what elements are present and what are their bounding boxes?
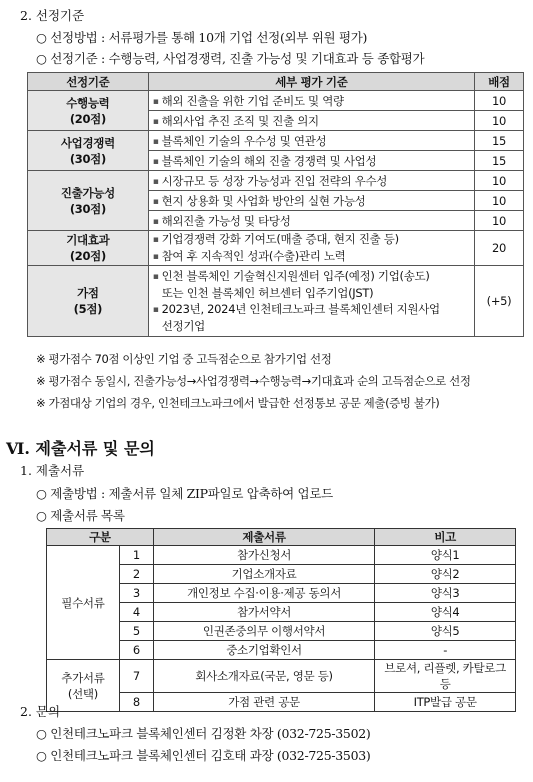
table-row	[28, 171, 524, 191]
doc-note: 양식2	[375, 565, 516, 584]
subsection-contact: 2. 문의	[20, 704, 61, 719]
header-type: 구분	[47, 529, 154, 546]
additional-docs-title: 추가서류	[61, 670, 105, 685]
detail-text: 시장규모 등 성장 가능성과 진입 전략의 우수성	[161, 173, 388, 188]
header-score: 배점	[475, 73, 524, 91]
header-remarks: 비고	[375, 529, 516, 546]
doc-note: 양식1	[375, 546, 516, 565]
doc-name: 참가서약서	[153, 603, 374, 622]
doc-number: 3	[119, 584, 153, 603]
detail-text: 블록체인 기술의 해외 진출 경쟁력 및 사업성	[161, 153, 377, 168]
table-row	[47, 546, 516, 565]
table-row	[28, 231, 524, 266]
doc-name: 인권존중의무 이행서약서	[153, 622, 374, 641]
selection-heading: 2. 선정기준	[20, 8, 85, 23]
doc-name: 회사소개자료(국문, 영문 등)	[153, 660, 374, 693]
category-cell	[28, 266, 149, 337]
note-3: ※ 가점대상 기업의 경우, 인천테크노파크에서 발급한 선정통보 공문 제출(증빙 불가)	[36, 396, 440, 410]
score-cell: (+5)	[475, 266, 524, 337]
detail-text: 또는 인천 블록체인 허브센터 입주기업(JST)	[161, 286, 374, 300]
detail-text: 선정기업	[161, 319, 205, 333]
detail-cell	[148, 191, 474, 211]
bullet-icon: ▪	[152, 272, 159, 282]
score-cell: 10	[475, 111, 524, 131]
table-header-row	[28, 73, 524, 91]
docs-list-label: ○ 제출서류 목록	[36, 508, 125, 523]
table-row	[28, 266, 524, 337]
additional-docs-optional: (선택)	[67, 686, 98, 701]
subsection-docs: 1. 제출서류	[20, 463, 85, 478]
detail-cell	[148, 131, 474, 151]
detail-text: 인천 블록체인 기술혁신지원센터 입주(예정) 기업(송도)	[161, 269, 430, 283]
bullet-icon: ▪	[152, 156, 159, 167]
category-label: 사업경쟁력	[60, 135, 115, 150]
detail-cell	[148, 111, 474, 131]
doc-name: 중소기업확인서	[153, 641, 374, 660]
detail-text: 2023년, 2024년 인천테크노파크 블록체인센터 지원사업	[161, 302, 440, 316]
doc-number: 1	[119, 546, 153, 565]
doc-name: 참가신청서	[153, 546, 374, 565]
category-label: 수행능력	[66, 95, 110, 110]
doc-note: 브로셔, 리플렛, 카탈로그 등	[375, 660, 516, 693]
bullet-icon: ▪	[152, 116, 159, 127]
detail-text: 참여 후 지속적인 성과(수출)관리 노력	[161, 249, 346, 263]
doc-number: 5	[119, 622, 153, 641]
header-document: 제출서류	[153, 529, 374, 546]
doc-number: 4	[119, 603, 153, 622]
contact-1: ○ 인천테크노파크 블록체인센터 김정환 차장 (032-725-3502)	[36, 726, 371, 741]
score-cell: 10	[475, 91, 524, 111]
selection-criteria: ○ 선정기준 : 수행능력, 사업경쟁력, 진출 가능성 및 기대효과 등 종합평가	[36, 51, 425, 66]
doc-note: 양식4	[375, 603, 516, 622]
contact-2: ○ 인천테크노파크 블록체인센터 김호태 과장 (032-725-3503)	[36, 748, 371, 763]
category-points: (20점)	[69, 111, 106, 126]
category-cell	[28, 91, 149, 131]
bullet-icon: ▪	[152, 136, 159, 147]
bullet-icon: ▪	[152, 252, 159, 262]
detail-cell	[148, 211, 474, 231]
selection-method: ○ 선정방법 : 서류평가를 통해 10개 기업 선정(외부 위원 평가)	[36, 30, 368, 45]
required-docs-label: 필수서류	[47, 546, 120, 660]
bullet-icon: ▪	[152, 96, 159, 107]
doc-number: 7	[119, 660, 153, 693]
detail-text: 해외 진출을 위한 기업 준비도 및 역량	[161, 93, 344, 108]
doc-note: 양식5	[375, 622, 516, 641]
doc-name: 가점 관련 공문	[153, 693, 374, 712]
bullet-icon: ▪	[152, 176, 159, 187]
score-cell: 20	[475, 231, 524, 266]
note-1: ※ 평가점수 70점 이상인 기업 중 고득점순으로 참가기업 선정	[36, 352, 332, 366]
table-row	[28, 91, 524, 111]
category-label: 진출가능성	[60, 185, 115, 200]
category-points: (5점)	[73, 302, 103, 316]
header-criteria: 선정기준	[28, 73, 149, 91]
detail-cell	[148, 151, 474, 171]
score-cell: 10	[475, 171, 524, 191]
detail-cell	[148, 171, 474, 191]
submission-docs-table	[46, 528, 516, 712]
detail-text: 해외진출 가능성 및 타당성	[161, 213, 291, 228]
bullet-icon: ▪	[152, 305, 159, 315]
table-row	[28, 131, 524, 151]
score-cell: 10	[475, 211, 524, 231]
section-title: Ⅵ. 제출서류 및 문의	[6, 439, 155, 458]
detail-text: 블록체인 기술의 우수성 및 연관성	[161, 133, 327, 148]
category-cell	[28, 131, 149, 171]
detail-cell	[148, 231, 474, 266]
header-detail: 세부 평가 기준	[148, 73, 474, 91]
doc-name: 개인정보 수집·이용·제공 동의서	[153, 584, 374, 603]
doc-name: 기업소개자료	[153, 565, 374, 584]
bullet-icon: ▪	[152, 216, 159, 227]
category-label: 기대효과	[66, 233, 110, 247]
note-2: ※ 평가점수 동일시, 진출가능성→사업경쟁력→수행능력→기대효과 순의 고득점순으로 선정	[36, 374, 471, 388]
bullet-icon: ▪	[152, 196, 159, 207]
category-points: (20점)	[69, 249, 106, 263]
category-label: 가점	[77, 286, 99, 300]
detail-cell	[148, 91, 474, 111]
detail-text: 현지 상용화 및 사업화 방안의 실현 가능성	[161, 193, 366, 208]
table-header-row	[47, 529, 516, 546]
score-cell: 10	[475, 191, 524, 211]
detail-text: 기업경쟁력 강화 기여도(매출 증대, 현지 진출 등)	[161, 232, 399, 246]
category-points: (30점)	[69, 151, 106, 166]
evaluation-criteria-table	[27, 72, 524, 337]
category-cell	[28, 171, 149, 231]
score-cell: 15	[475, 131, 524, 151]
score-cell: 15	[475, 151, 524, 171]
category-points: (30점)	[69, 201, 106, 216]
doc-number: 6	[119, 641, 153, 660]
submit-method: ○ 제출방법 : 제출서류 일체 ZIP파일로 압축하여 업로드	[36, 486, 333, 501]
table-row	[47, 660, 516, 693]
doc-note: ITP발급 공문	[375, 693, 516, 712]
doc-note: 양식3	[375, 584, 516, 603]
doc-note: -	[375, 641, 516, 660]
detail-cell	[148, 266, 474, 337]
doc-number: 2	[119, 565, 153, 584]
detail-text: 해외사업 추진 조직 및 진출 의지	[161, 113, 319, 128]
bullet-icon: ▪	[152, 235, 159, 245]
category-cell	[28, 231, 149, 266]
doc-number: 8	[119, 693, 153, 712]
